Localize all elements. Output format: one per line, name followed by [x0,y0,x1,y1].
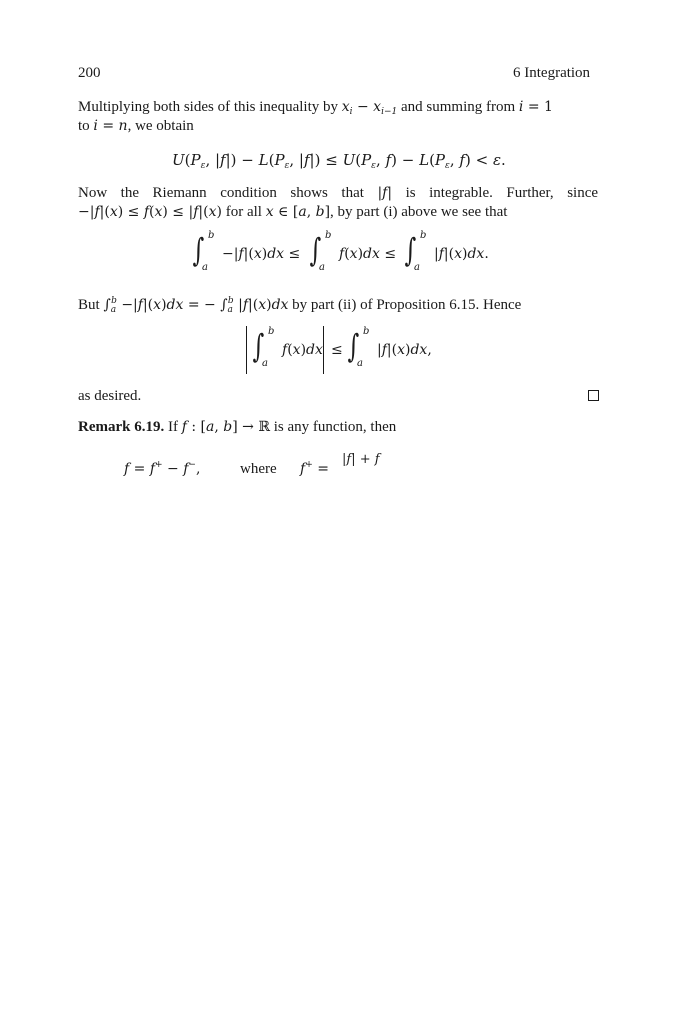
text: by part (ii) of Proposition 6.15. Hence [292,297,522,313]
text: , we obtain [127,118,194,134]
text: If [168,419,178,435]
math: |f| [377,185,393,201]
equation-integral-chain: ∫ b a −|f|(x)dx ≤ ∫ b a f(x)dx ≤ ∫ b a |f|(x)dx. [192,230,489,273]
text: But [78,297,100,313]
text: and summing from [400,99,516,115]
math: $\int_a^b -|f|(x)dx$ = − $\int_a^b$ |f|(x)dx [103,296,289,315]
math: −|f|(x) ≤ f(x) ≤ |f|(x) [78,204,222,220]
as-desired-text: as desired. [78,388,142,404]
math: f : [a, b] → ℝ [181,419,270,435]
paragraph-2-line-2 [78,203,507,221]
remark-title: Remark 6.19. [78,419,165,435]
page-number: 200 [78,65,101,81]
paragraph-3-line-1 [78,292,521,319]
text: Now the Riemann condition shows that [78,185,364,201]
equation-f-plus-minus: f = f+ − f−, [124,460,201,477]
fraction-numerator: |f| + f [342,452,380,467]
qed-square-icon [588,390,599,401]
equation-abs-integral: ∫ b a f(x)dx ≤ ∫ b a |f|(x)dx, [244,322,444,374]
text: is any function, then [273,419,397,435]
text: , by part (i) above we see that [330,204,508,220]
text: for all [225,204,262,220]
paragraph-1-line-2 [78,117,194,135]
paragraph-2-line-1 [78,184,598,202]
text: Multiplying both sides of this inequality by [78,99,338,115]
where-text: where [240,461,277,477]
math: $x_i - x_{i-1}$ [341,99,398,117]
math: i = n [93,118,128,134]
remark-6-19 [78,418,396,436]
equation-upper-lower-sums: $U(P_\varepsilon$, $|f|) - L(P_\varepsilon$, $|f|) \le U(P_\varepsilon$, $f) - L(P_\varepsilon$, f) < ε. [172,151,506,171]
equation-f-plus-def: f+ = [300,460,329,477]
chapter-title: 6 Integration [513,65,591,81]
math: x ∈ [a, b] [265,204,331,220]
math: i = 1 [518,99,553,115]
text: to [78,118,90,134]
text: is integrable. Further, since [405,185,599,201]
